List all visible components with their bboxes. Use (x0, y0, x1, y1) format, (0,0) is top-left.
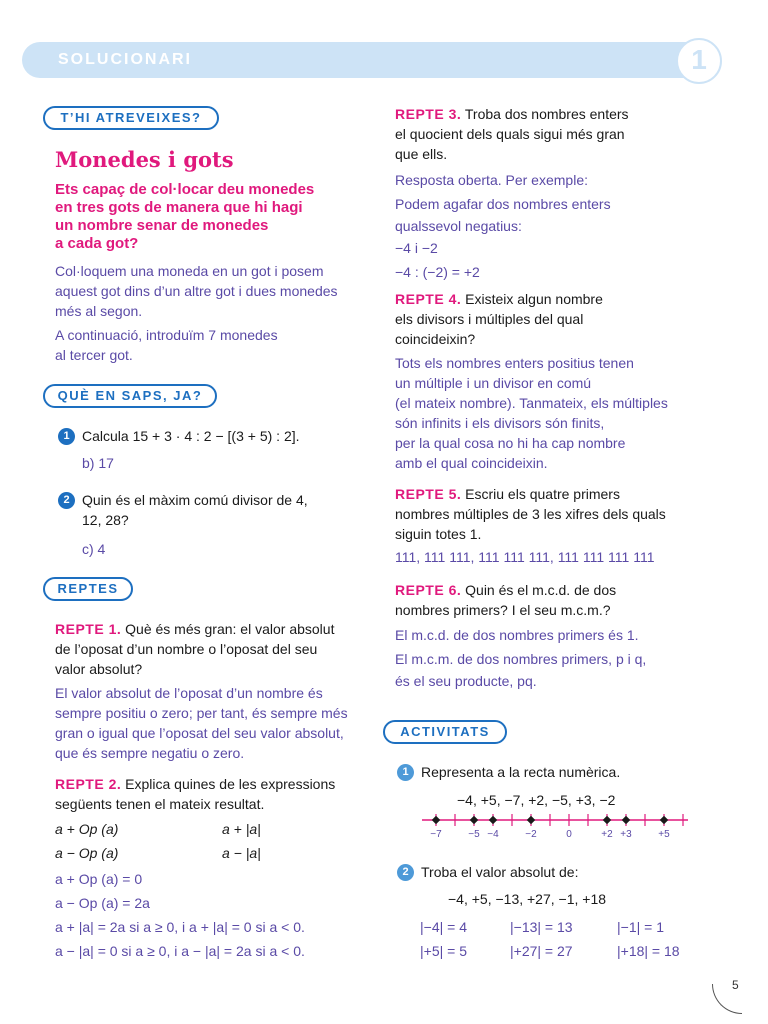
abs-cell: |−13| = 13 (510, 919, 573, 935)
number-line-label: −7 (430, 829, 442, 840)
repte3-answer: Resposta oberta. Per exemple: Podem agafar dos nombres enters qualssevol negatius: −4 i −2 −4 : (−2) = +2 (395, 172, 611, 280)
act1-bullet: 1 (397, 764, 414, 781)
number-line (420, 810, 690, 844)
monedes-answer-2: A continuació, introduïm 7 monedes al tercer got. (55, 327, 278, 363)
act2-bullet: 2 (397, 864, 414, 881)
saps-answer-1: b) 17 (82, 455, 114, 471)
repte2-answer: a + Op (a) = 0 a − Op (a) = 2a a + |a| = 2a si a ≥ 0, i a + |a| = 0 si a < 0. a − |a| = 0 si a ≥ 0, i a − |a| = 2a si a < 0. (55, 871, 305, 959)
act2-question: Troba el valor absolut de: (421, 864, 579, 880)
monedes-title: Monedes i gots (55, 147, 234, 172)
header-bar (22, 42, 712, 78)
number-line-point (603, 816, 611, 824)
repte2-question: REPTE 2. Explica quines de les expressions següents tenen el mateix resultat. (55, 776, 336, 812)
monedes-answer-1: Col·loquem una moneda en un got i posem aquest got dins d’un altre got i dues monedes més al segon. (55, 263, 338, 319)
saps-answer-2: c) 4 (82, 541, 106, 557)
act2-list: −4, +5, −13, +27, −1, +18 (448, 891, 607, 907)
abs-cell: |+27| = 27 (510, 943, 573, 959)
number-line-point (622, 816, 630, 824)
repte1-question: REPTE 1. Què és més gran: el valor absolut de l’oposat d’un nombre o l’oposat del seu valor absolut? (55, 621, 335, 677)
section-atreveixes: T’HI ATREVEIXES? (43, 106, 219, 130)
saps-question-2: Quin és el màxim comú divisor de 4, 12, 28? (82, 492, 308, 528)
repte6-answer: El m.c.d. de dos nombres primers és 1. El m.c.m. de dos nombres primers, p i q, és el seu producte, pq. (395, 627, 647, 689)
repte2-expr-2b: a − |a| (222, 845, 261, 861)
saps-question-1: Calcula 15 + 3 · 4 : 2 − [(3 + 5) : 2]. (82, 428, 300, 444)
number-line-label: +3 (620, 829, 632, 840)
repte4-answer: Tots els nombres enters positius tenen un múltiple i un divisor en comú (el mateix nombre). Tanmateix, els múltiples són infinits i els divisors són finits, per la qual cosa no hi ha cap nombre amb el qual coincideixin. (395, 355, 668, 471)
repte3-question: REPTE 3. Troba dos nombres enters el quocient dels quals sigui més gran que ells. (395, 106, 629, 162)
section-saps: QUÈ EN SAPS, JA? (43, 384, 217, 408)
abs-cell: |+18| = 18 (617, 943, 680, 959)
saps-bullet-1: 1 (58, 428, 75, 445)
number-line-label: −2 (525, 829, 537, 840)
page-number: 5 (732, 978, 739, 992)
repte4-question: REPTE 4. Existeix algun nombre els divisors i múltiples del qual coincideixin? (395, 291, 603, 347)
abs-cell: |−4| = 4 (420, 919, 467, 935)
number-line-label: −4 (487, 829, 499, 840)
chapter-number: 1 (676, 38, 722, 84)
repte5-question: REPTE 5. Escriu els quatre primers nombres múltiples de 3 les xifres dels quals siguin totes 1. (395, 486, 666, 542)
number-line-label: +2 (601, 829, 613, 840)
monedes-question: Ets capaç de col·locar deu monedes en tres gots de manera que hi hagi un nombre senar de monedes a cada got? (55, 181, 315, 252)
number-line-point (470, 816, 478, 824)
repte2-expr-1a: a + Op (a) (55, 821, 119, 837)
repte6-question: REPTE 6. Quin és el m.c.d. de dos nombres primers? I el seu m.c.m.? (395, 582, 617, 618)
number-line-point (660, 816, 668, 824)
repte2-expr-1b: a + |a| (222, 821, 261, 837)
number-line-label: 0 (566, 829, 572, 840)
number-line-label: −5 (468, 829, 480, 840)
abs-cell: |+5| = 5 (420, 943, 467, 959)
act1-question: Representa a la recta numèrica. (421, 764, 621, 780)
repte2-expr-2a: a − Op (a) (55, 845, 119, 861)
repte1-answer: El valor absolut de l’oposat d’un nombre és sempre positiu o zero; per tant, és sempre més gran o igual que l’oposat del seu valor absolut, que és sempre negatiu o zero. (55, 685, 348, 761)
number-line-point (489, 816, 497, 824)
number-line-point (527, 816, 535, 824)
section-reptes: REPTES (43, 577, 133, 601)
number-line-point (432, 816, 440, 824)
abs-cell: |−1| = 1 (617, 919, 664, 935)
number-line-label: +5 (658, 829, 670, 840)
section-activitats: ACTIVITATS (383, 720, 507, 744)
saps-bullet-2: 2 (58, 492, 75, 509)
header-title: SOLUCIONARI (58, 51, 192, 68)
act1-list: −4, +5, −7, +2, −5, +3, −2 (457, 792, 616, 808)
repte5-answer: 111, 111 111, 111 111 111, 111 111 111 111 (395, 549, 655, 565)
